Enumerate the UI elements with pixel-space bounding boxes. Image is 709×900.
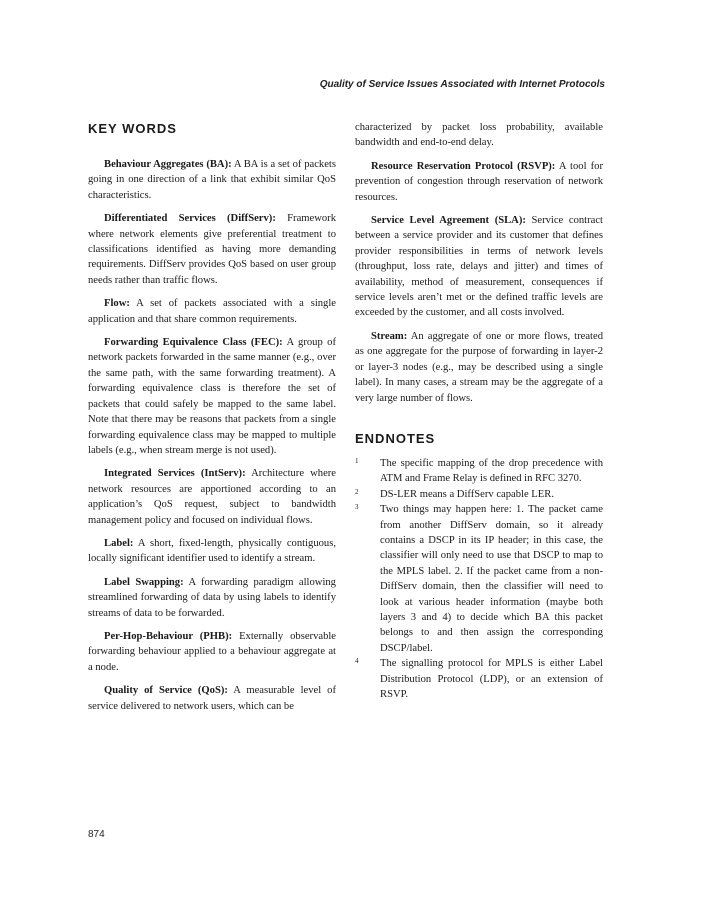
endnote-text: Two things may happen here: 1. The packet came from another DiffServ domain, so it already contains a DSCP in its IP header; in this case, the classifier will only need to use that DSCP to map to the MPLS label. 2. If the packet came from a non-DiffServ domain, then the classifier will need to look at various header information (maybe both layers 3 and 4) to decide which BA this packet belongs to and then assign the corresponding DSCP/label.: [380, 504, 603, 654]
keyword-definition: Externally observable forwarding behaviour applied to a behaviour aggregate at a node.: [88, 630, 337, 673]
endnote-text: DS-LER means a DiffServ capable LER.: [380, 488, 554, 500]
keyword-entry: [88, 466, 336, 528]
qos-continuation: characterized by packet loss probability, available bandwidth and end-to-end delay.: [355, 122, 603, 149]
endnote-text: The signalling protocol for MPLS is either Label Distribution Protocol (LDP), or an extension of RSVP.: [380, 658, 603, 700]
endnotes-heading: ENDNOTES: [355, 430, 436, 446]
keyword-entry: [355, 329, 603, 406]
keyword-definition: An aggregate of one or more flows, treated as one aggregate for the purpose of forwarding in layer-2 or layer-3 nodes (e.g., may be described using a single label). In many cases, a stream may be the aggregate of a very large number of flows.: [355, 330, 603, 404]
keyword-definition: Framework where network elements give preferential treatment to classifications identified as having more demanding requirements. DiffServ provides QoS based on user group needs rather than traffic flows.: [88, 213, 337, 286]
keyword-term: Quality of Service (QoS):: [104, 685, 228, 697]
endnote-number: 2: [355, 487, 359, 496]
keyword-definition: A short, fixed-length, physically contiguous, locally significant identifier used to identify a stream.: [88, 537, 336, 565]
endnote-item: [355, 487, 603, 502]
keyword-term: Flow:: [104, 298, 130, 310]
keyword-term: Integrated Services (IntServ):: [104, 468, 246, 480]
keyword-definition: A BA is a set of packets going in one direction of a link that exhibit similar QoS characteristics.: [88, 159, 336, 201]
keyword-term: Label Swapping:: [104, 576, 184, 588]
keyword-term: Resource Reservation Protocol (RSVP):: [371, 160, 556, 172]
keyword-entry: [88, 575, 336, 621]
key-words-list: [88, 157, 336, 714]
key-words-heading: KEY WORDS: [88, 121, 177, 136]
keyword-term: Service Level Agreement (SLA):: [371, 215, 526, 227]
keyword-definition: A forwarding paradigm allowing streamlined forwarding of data by using labels to identify streams of data to be forwarded.: [88, 576, 336, 619]
endnote-number: 1: [355, 456, 359, 465]
keyword-entry: [88, 629, 336, 675]
keyword-definition: Architecture where network resources are apportioned according to an application’s QoS request, subject to bandwidth management policy and focused on individual flows.: [88, 468, 336, 526]
endnote-text: The specific mapping of the drop precedence with ATM and Frame Relay is defined in RFC 3270.: [380, 457, 603, 485]
keyword-term: Forwarding Equivalence Class (FEC):: [104, 337, 283, 349]
running-header: Quality of Service Issues Associated with Internet Protocols: [319, 79, 605, 90]
endnote-number: 4: [355, 657, 359, 666]
page-number: 874: [88, 829, 105, 840]
left-column: [88, 120, 336, 722]
endnote-item: [355, 502, 603, 656]
keyword-entry: [88, 335, 336, 458]
keyword-term: Stream:: [371, 330, 408, 342]
keyword-entry: [88, 536, 336, 567]
keyword-entry: [355, 159, 603, 205]
key-words-list-right: [355, 159, 603, 406]
keyword-entry: [88, 211, 336, 288]
keyword-entry: [88, 296, 336, 327]
endnote-item: [355, 456, 603, 487]
keyword-definition: A group of network packets forwarded in the same manner (e.g., over the same path, with the same forwarding treatment). A forwarding equivalence class is therefore the set of packets that could safely be mapped to the same label. Note that there may be reasons that packets from a single forwarding equivalence class may be mapped to multiple labels (e.g., when stream merge is not used).: [88, 337, 337, 456]
keyword-definition: A set of packets associated with a single application and that share common requirements.: [88, 298, 336, 325]
keyword-term: Label:: [104, 537, 134, 549]
right-column: [355, 120, 603, 702]
keyword-term: Differentiated Services (DiffServ):: [104, 213, 276, 225]
keyword-entry: [88, 157, 336, 203]
keyword-entry: [88, 683, 336, 714]
keyword-definition: Service contract between a service provider and its customer that defines provider responsibilities in terms of network levels (throughput, loss rate, delays and jitter) and times of availability, method of measurement, consequences if service levels aren’t met or the defined traffic levels are exceeded by the customer, and all costs involved.: [355, 215, 603, 319]
keyword-term: Per-Hop-Behaviour (PHB):: [104, 630, 233, 642]
keyword-definition: A measurable level of service delivered to network users, which can be: [88, 685, 336, 712]
endnote-number: 3: [355, 503, 359, 512]
keyword-definition: A tool for prevention of congestion through reservation of network resources.: [355, 160, 603, 203]
endnotes-list: [355, 456, 603, 703]
keyword-term: Behaviour Aggregates (BA):: [104, 159, 232, 170]
endnote-item: [355, 656, 603, 702]
keyword-entry: [355, 213, 603, 321]
